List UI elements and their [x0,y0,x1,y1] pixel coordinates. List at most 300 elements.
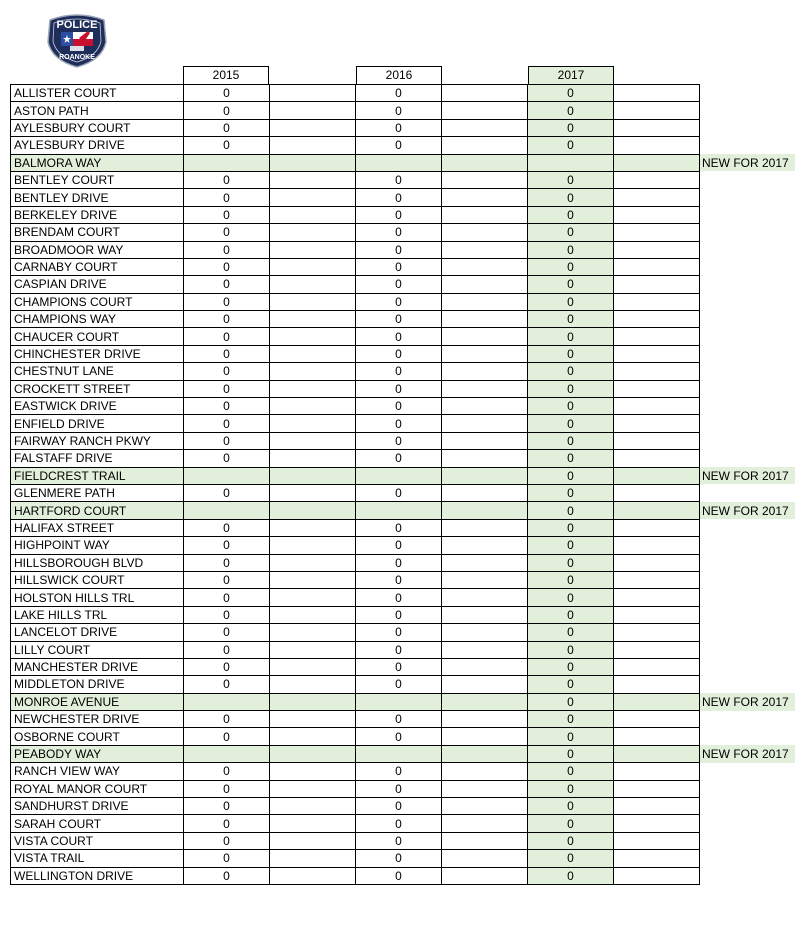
table-row [11,276,796,293]
value-2015-cell: 0 [184,224,270,241]
value-2015-cell: 0 [184,571,270,588]
header-2016: 2016 [356,66,442,84]
value-2017-cell: 0 [528,415,614,432]
table-row [11,832,796,849]
value-2016-cell [356,693,442,710]
street-name-cell: FIELDCREST TRAIL [11,467,184,484]
spacer-cell [270,154,356,171]
street-name-cell: CHESTNUT LANE [11,363,184,380]
table-row [11,154,796,171]
spacer-cell [442,189,528,206]
value-2016-cell: 0 [356,641,442,658]
value-2016-cell: 0 [356,867,442,884]
spacer-cell [442,85,528,102]
spacer-cell [442,537,528,554]
spacer-cell [614,432,700,449]
street-name-cell: HARTFORD COURT [11,502,184,519]
value-2015-cell: 0 [184,398,270,415]
table-row [11,606,796,623]
spacer-cell [614,154,700,171]
value-2017-cell: 0 [528,589,614,606]
value-2016-cell: 0 [356,258,442,275]
new-note-cell [700,728,796,745]
spacer-cell [614,519,700,536]
value-2015-cell: 0 [184,206,270,223]
value-2015-cell: 0 [184,415,270,432]
value-2015-cell: 0 [184,85,270,102]
street-name-cell: BRENDAM COURT [11,224,184,241]
value-2016-cell: 0 [356,850,442,867]
spacer-cell [442,224,528,241]
value-2016-cell: 0 [356,206,442,223]
spacer-cell [270,450,356,467]
new-note-cell [700,171,796,188]
spacer-cell [614,450,700,467]
new-note-cell [700,363,796,380]
value-2017-cell: 0 [528,571,614,588]
value-2015-cell: 0 [184,554,270,571]
spacer-cell [442,484,528,501]
street-name-cell: AYLESBURY DRIVE [11,137,184,154]
new-note-cell [700,711,796,728]
spacer-cell [614,745,700,762]
value-2015-cell: 0 [184,815,270,832]
street-name-cell: SANDHURST DRIVE [11,798,184,815]
spacer-cell [442,119,528,136]
value-2016-cell: 0 [356,137,442,154]
value-2015-cell: 0 [184,537,270,554]
spacer-cell [442,154,528,171]
value-2015-cell: 0 [184,832,270,849]
spacer-cell [270,380,356,397]
value-2017-cell: 0 [528,432,614,449]
street-name-cell: FALSTAFF DRIVE [11,450,184,467]
street-name-cell: MANCHESTER DRIVE [11,658,184,675]
spacer-cell [442,137,528,154]
value-2017-cell: 0 [528,554,614,571]
street-name-cell: NEWCHESTER DRIVE [11,711,184,728]
spacer-cell [442,241,528,258]
new-note-cell [700,658,796,675]
spacer-cell [270,276,356,293]
table-row [11,676,796,693]
new-note-cell [700,311,796,328]
spacer-cell [442,624,528,641]
spacer-cell [270,537,356,554]
street-name-cell: CHAUCER COURT [11,328,184,345]
new-note-cell [700,119,796,136]
new-note-cell [700,102,796,119]
value-2016-cell: 0 [356,676,442,693]
spacer-cell [614,867,700,884]
value-2015-cell: 0 [184,658,270,675]
table-row [11,519,796,536]
value-2015-cell: 0 [184,763,270,780]
spacer-cell [442,554,528,571]
spacer-cell [614,763,700,780]
spacer-cell [270,241,356,258]
value-2017-cell: 0 [528,745,614,762]
value-2016-cell: 0 [356,85,442,102]
value-2015-cell: 0 [184,189,270,206]
spacer-cell [614,502,700,519]
value-2015-cell: 0 [184,867,270,884]
value-2015-cell: 0 [184,484,270,501]
new-note-cell [700,241,796,258]
street-name-cell: RANCH VIEW WAY [11,763,184,780]
table-row [11,311,796,328]
table-row [11,450,796,467]
spacer-cell [442,676,528,693]
spacer-cell [614,815,700,832]
street-name-cell: BALMORA WAY [11,154,184,171]
spacer-cell [614,484,700,501]
street-name-cell: LILLY COURT [11,641,184,658]
value-2017-cell: 0 [528,624,614,641]
value-2016-cell: 0 [356,832,442,849]
table-row [11,380,796,397]
spacer-cell [442,450,528,467]
new-note-cell: NEW FOR 2017 [700,467,796,484]
new-note-cell: NEW FOR 2017 [700,154,796,171]
spacer-cell [270,658,356,675]
spacer-cell [614,258,700,275]
value-2016-cell: 0 [356,606,442,623]
spacer-cell [614,850,700,867]
spacer-cell [270,189,356,206]
value-2015-cell: 0 [184,641,270,658]
table-row [11,763,796,780]
new-note-cell [700,189,796,206]
table-row [11,484,796,501]
value-2017-cell: 0 [528,658,614,675]
new-note-cell: NEW FOR 2017 [700,693,796,710]
new-note-cell [700,780,796,797]
spacer-cell [270,363,356,380]
spacer-cell [270,589,356,606]
street-name-cell: LAKE HILLS TRL [11,606,184,623]
spacer-cell [614,606,700,623]
value-2015-cell: 0 [184,606,270,623]
value-2017-cell: 0 [528,189,614,206]
spacer-cell [614,571,700,588]
value-2015-cell [184,693,270,710]
street-name-cell: ASTON PATH [11,102,184,119]
spacer-cell [442,798,528,815]
value-2015-cell: 0 [184,363,270,380]
table-row [11,206,796,223]
spacer-cell [614,85,700,102]
table-row [11,293,796,310]
value-2017-cell: 0 [528,224,614,241]
value-2017-cell: 0 [528,676,614,693]
value-2016-cell: 0 [356,398,442,415]
new-note-cell [700,206,796,223]
spacer-cell [270,711,356,728]
value-2017-cell: 0 [528,293,614,310]
street-name-cell: HILLSWICK COURT [11,571,184,588]
new-note-cell [700,345,796,362]
new-note-cell [700,589,796,606]
spacer-cell [614,241,700,258]
new-note-cell [700,398,796,415]
spacer-cell [614,728,700,745]
street-name-cell: HIGHPOINT WAY [11,537,184,554]
spacer-cell [270,815,356,832]
table-row [11,745,796,762]
new-note-cell: NEW FOR 2017 [700,745,796,762]
header-2015: 2015 [183,66,269,84]
spacer-cell [614,380,700,397]
street-name-cell: SARAH COURT [11,815,184,832]
value-2017-cell: 0 [528,467,614,484]
value-2015-cell: 0 [184,119,270,136]
new-note-cell [700,276,796,293]
spacer-cell [442,589,528,606]
table-row [11,467,796,484]
value-2015-cell: 0 [184,328,270,345]
value-2017-cell: 0 [528,832,614,849]
spacer-cell [270,867,356,884]
new-note-cell [700,798,796,815]
spacer-cell [614,224,700,241]
table-row [11,363,796,380]
spacer-cell [270,676,356,693]
value-2015-cell [184,502,270,519]
street-name-cell: MIDDLETON DRIVE [11,676,184,693]
spacer-cell [614,658,700,675]
value-2016-cell: 0 [356,728,442,745]
spacer-cell [270,624,356,641]
value-2015-cell: 0 [184,850,270,867]
spacer-cell [270,502,356,519]
spacer-cell [270,398,356,415]
spacer-cell [442,693,528,710]
new-note-cell [700,328,796,345]
spacer-cell [270,467,356,484]
spacer-cell [270,519,356,536]
new-note-cell [700,85,796,102]
table-row [11,554,796,571]
value-2016-cell: 0 [356,189,442,206]
table-row [11,798,796,815]
value-2016-cell: 0 [356,311,442,328]
table-row [11,658,796,675]
street-name-cell: FAIRWAY RANCH PKWY [11,432,184,449]
value-2017-cell: 0 [528,258,614,275]
value-2015-cell: 0 [184,241,270,258]
police-badge-logo [44,12,110,68]
value-2017-cell: 0 [528,763,614,780]
value-2017-cell: 0 [528,693,614,710]
spacer-cell [270,102,356,119]
new-note-cell [700,537,796,554]
spacer-cell [442,763,528,780]
value-2015-cell: 0 [184,276,270,293]
table-row [11,815,796,832]
value-2017-cell: 0 [528,450,614,467]
spacer-cell [442,850,528,867]
spacer-cell [270,85,356,102]
spacer-cell [442,606,528,623]
value-2015-cell [184,154,270,171]
value-2015-cell: 0 [184,345,270,362]
spacer-cell [270,432,356,449]
value-2017-cell: 0 [528,137,614,154]
value-2016-cell: 0 [356,102,442,119]
value-2015-cell [184,745,270,762]
spacer-cell [442,571,528,588]
value-2017-cell: 0 [528,206,614,223]
street-name-cell: AYLESBURY COURT [11,119,184,136]
value-2017-cell: 0 [528,780,614,797]
spacer-cell [614,345,700,362]
spacer-cell [270,258,356,275]
new-note-cell [700,815,796,832]
value-2015-cell: 0 [184,102,270,119]
new-note-cell [700,137,796,154]
value-2017-cell: 0 [528,276,614,293]
new-note-cell [700,676,796,693]
value-2016-cell: 0 [356,780,442,797]
spacer-cell [270,415,356,432]
value-2017-cell: 0 [528,537,614,554]
table-row [11,398,796,415]
table-row [11,171,796,188]
street-name-cell: WELLINGTON DRIVE [11,867,184,884]
new-note-cell [700,624,796,641]
street-name-cell: ALLISTER COURT [11,85,184,102]
value-2017-cell: 0 [528,398,614,415]
value-2015-cell: 0 [184,380,270,397]
spacer-cell [270,780,356,797]
spacer-cell [270,171,356,188]
table-row [11,415,796,432]
value-2017-cell: 0 [528,867,614,884]
value-2017-cell [528,154,614,171]
spacer-cell [614,328,700,345]
street-name-cell: CHAMPIONS COURT [11,293,184,310]
value-2017-cell: 0 [528,119,614,136]
value-2016-cell: 0 [356,450,442,467]
new-note-cell [700,867,796,884]
table-row [11,589,796,606]
spacer-cell [442,641,528,658]
spacer-cell [614,311,700,328]
value-2016-cell: 0 [356,798,442,815]
spacer-cell [442,780,528,797]
street-name-cell: OSBORNE COURT [11,728,184,745]
value-2016-cell: 0 [356,363,442,380]
table-row [11,119,796,136]
street-table [10,84,796,885]
street-name-cell: GLENMERE PATH [11,484,184,501]
spacer-cell [442,276,528,293]
spacer-cell [614,832,700,849]
street-name-cell: VISTA COURT [11,832,184,849]
value-2016-cell: 0 [356,519,442,536]
value-2016-cell: 0 [356,589,442,606]
value-2016-cell: 0 [356,345,442,362]
spacer-cell [614,363,700,380]
value-2017-cell: 0 [528,711,614,728]
street-name-cell: CHINCHESTER DRIVE [11,345,184,362]
street-name-cell: CASPIAN DRIVE [11,276,184,293]
value-2016-cell: 0 [356,328,442,345]
value-2016-cell: 0 [356,119,442,136]
spacer-cell [614,798,700,815]
spacer-cell [442,502,528,519]
spacer-cell [442,467,528,484]
value-2016-cell: 0 [356,537,442,554]
spacer-cell [270,571,356,588]
table-row [11,137,796,154]
table-row [11,345,796,362]
value-2017-cell: 0 [528,102,614,119]
spacer-cell [270,206,356,223]
spacer-cell [614,676,700,693]
spacer-cell [614,276,700,293]
spacer-cell [442,345,528,362]
spacer-cell [270,763,356,780]
value-2015-cell: 0 [184,432,270,449]
new-note-cell [700,380,796,397]
value-2017-cell: 0 [528,363,614,380]
value-2015-cell [184,467,270,484]
spacer-cell [442,415,528,432]
spacer-cell [270,293,356,310]
value-2017-cell: 0 [528,606,614,623]
value-2015-cell: 0 [184,711,270,728]
table-row [11,85,796,102]
new-note-cell [700,484,796,501]
spacer-cell [270,328,356,345]
value-2015-cell: 0 [184,589,270,606]
table-row [11,241,796,258]
spacer-cell [442,832,528,849]
spacer-cell [442,328,528,345]
value-2016-cell: 0 [356,415,442,432]
spacer-cell [614,780,700,797]
street-name-cell: HALIFAX STREET [11,519,184,536]
value-2016-cell: 0 [356,624,442,641]
spacer-cell [442,293,528,310]
spacer-cell [614,641,700,658]
value-2016-cell: 0 [356,658,442,675]
value-2016-cell [356,745,442,762]
new-note-cell [700,450,796,467]
street-name-cell: VISTA TRAIL [11,850,184,867]
value-2016-cell: 0 [356,276,442,293]
spacer-cell [442,363,528,380]
street-name-cell: ROYAL MANOR COURT [11,780,184,797]
table-row [11,432,796,449]
table-row [11,867,796,884]
new-note-cell [700,224,796,241]
value-2017-cell: 0 [528,815,614,832]
street-name-cell: HILLSBOROUGH BLVD [11,554,184,571]
table-row [11,624,796,641]
spacer-cell [270,693,356,710]
new-note-cell [700,606,796,623]
spacer-cell [442,432,528,449]
value-2015-cell: 0 [184,519,270,536]
spacer-cell [442,171,528,188]
value-2016-cell: 0 [356,380,442,397]
spacer-cell [270,345,356,362]
spacer-cell [614,137,700,154]
spacer-cell [270,606,356,623]
